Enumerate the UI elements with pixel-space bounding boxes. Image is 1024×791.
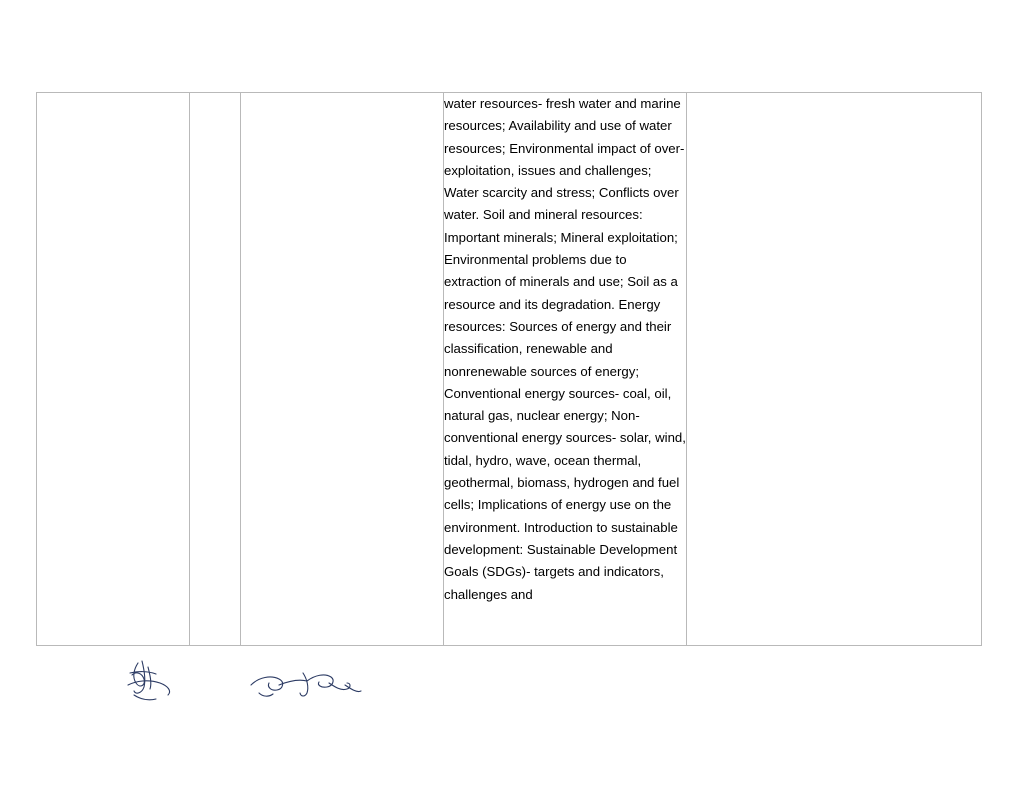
table-row — [37, 93, 982, 646]
signature-right — [245, 663, 365, 716]
table-cell-empty-2 — [190, 93, 241, 646]
table-cell-empty-1 — [37, 93, 190, 646]
signature-area — [0, 655, 1024, 725]
table-cell-empty-3 — [241, 93, 444, 646]
signature-left — [120, 655, 200, 720]
table-cell-empty-5 — [687, 93, 982, 646]
syllabus-table — [36, 92, 982, 646]
syllabus-paragraph: water resources- fresh water and marine resources; Availability and use of water resources; Environmental impact of over-exploitation, issues and challenges; Water scarcity and stress; Conflicts over water. Soil and mineral resources: Important minerals; Mineral exploitation; Environmental problems due to extraction of minerals and use; Soil as a resource and its degradation. Energy resources: Sources of energy and their classification, renewable and nonrenewable sources of energy; Conventional energy sources- coal, oil, natural gas, nuclear energy; Non-conventional energy sources- solar, wind, tidal, hydro, wave, ocean thermal, geothermal, biomass, hydrogen and fuel cells; Implications of energy use on the environment. Introduction to sustainable development: Sustainable Development Goals (SDGs)- targets and indicators, challenges and — [444, 96, 686, 602]
table-cell-syllabus-content — [444, 93, 687, 646]
